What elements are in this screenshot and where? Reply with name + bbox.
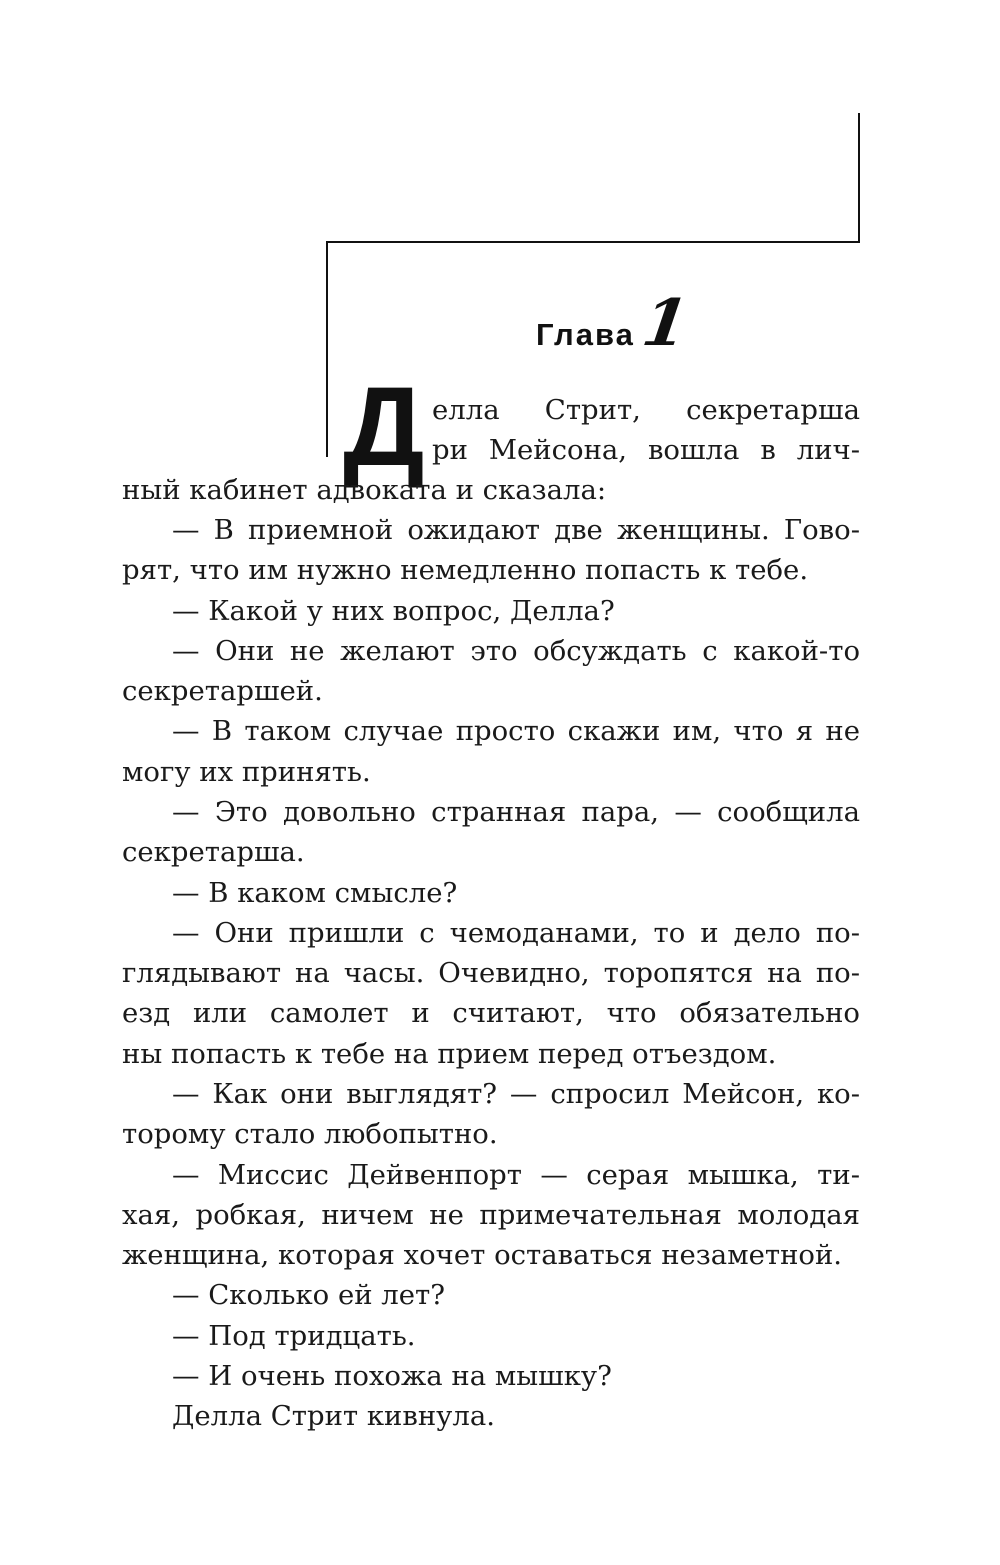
text-line: — В приемной ожидают две женщины. Гово- [172,514,860,546]
text-line: ный кабинет адвоката и сказала: [122,474,607,506]
text-line: — Как они выглядят? — спросил Мейсон, ко- [172,1078,860,1110]
frame-line-top [326,241,860,243]
text-line: торому стало любопытно. [122,1118,498,1150]
text-line: секретарша. [122,836,305,868]
text-line: — Миссис Дейвенпорт — серая мышка, ти- [172,1159,860,1191]
text-line: ри Мейсона, вошла в лич- [432,434,860,466]
text-line: секретаршей. [122,675,323,707]
chapter-number: 1 [637,286,693,361]
drop-cap-letter: Д [343,364,425,489]
frame-line-left [326,241,328,457]
text-line: — В таком случае просто скажи им, что я не [172,715,860,747]
text-line: ны попасть к тебе на прием перед отъездом. [122,1038,777,1070]
frame-line-right [858,113,860,243]
text-line: езд или самолет и считают, что обязательно [122,997,860,1029]
drop-cap [343,364,432,489]
text-line: — Какой у них вопрос, Делла? [172,595,615,627]
text-line: могу их принять. [122,756,371,788]
text-line: — Они пришли с чемоданами, то и дело по- [172,917,860,949]
text-line: Делла Стрит кивнула. [172,1400,495,1432]
text-line: рят, что им нужно немедленно попасть к тебе. [122,554,809,586]
text-line: женщина, которая хочет оставаться незаметной. [122,1239,843,1271]
text-line: — В каком смысле? [172,877,458,909]
text-line: хая, робкая, ничем не примечательная молодая [122,1199,860,1231]
text-line: — Это довольно странная пара, — сообщила [172,796,860,828]
text-line: — Они не желают это обсуждать с какой-то [172,635,860,667]
text-line: — Под тридцать. [172,1320,416,1352]
text-line: — Сколько ей лет? [172,1279,445,1311]
text-line: глядывают на часы. Очевидно, торопятся на по- [122,957,860,989]
text-line: елла Стрит, секретарша [432,394,860,426]
chapter-heading [536,286,693,361]
text-line: — И очень похожа на мышку? [172,1360,612,1392]
chapter-word: Глава [536,317,635,352]
